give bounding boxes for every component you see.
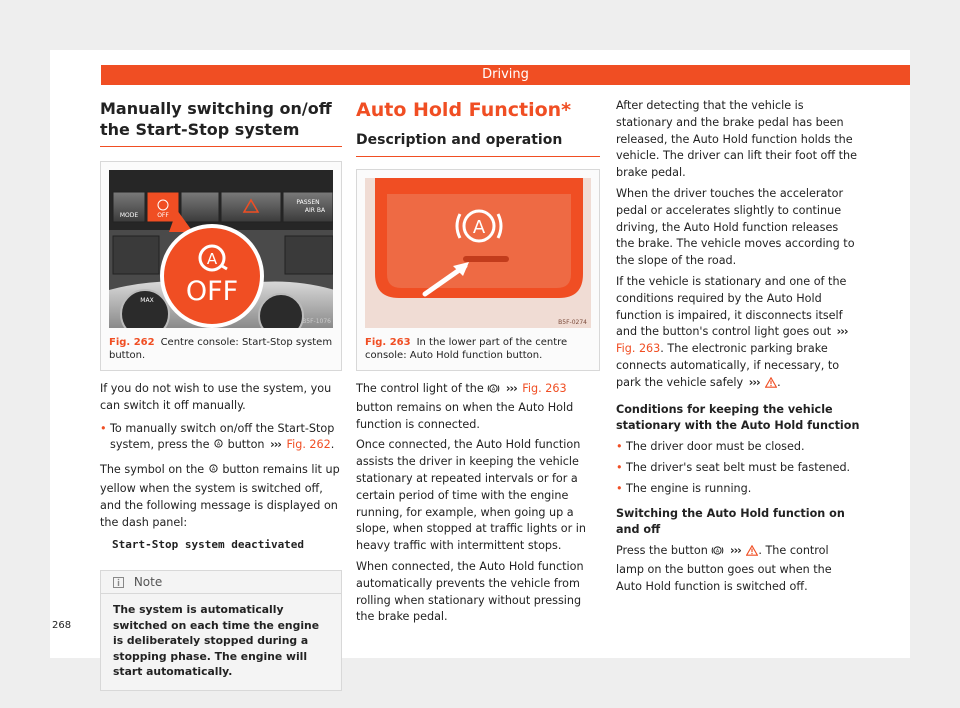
figure-262-number: Fig. 262 bbox=[109, 337, 155, 348]
fig-263-link[interactable]: Fig. 263 bbox=[522, 382, 567, 395]
left-paragraph-2-text-a: The symbol on the bbox=[100, 463, 205, 477]
figure-262-image bbox=[109, 170, 333, 328]
ref-arrows: ››› bbox=[836, 325, 848, 339]
fig-263-link[interactable]: Fig. 263 bbox=[616, 342, 661, 356]
svg-text:A: A bbox=[211, 467, 215, 473]
left-bullet-1: • To manually switch on/off the Start-Stop system, press the A button ››› Fig. 262. bbox=[100, 421, 342, 457]
svg-text:A: A bbox=[716, 549, 720, 555]
condition-item: • The engine is running. bbox=[616, 481, 860, 498]
figure-262-caption bbox=[109, 336, 333, 362]
switching-text-b: . The control lamp on the button goes out when the Auto Hold function is switched off. bbox=[616, 544, 832, 593]
passenger-airbag-label-2: AIR BA bbox=[304, 207, 326, 214]
subtitle-rule bbox=[356, 156, 600, 157]
left-paragraph-1: If you do not wish to use the system, you can switch it off manually. bbox=[100, 382, 332, 412]
figure-262-caption-text: Centre console: Start-Stop system button. bbox=[109, 337, 333, 361]
heading-rule bbox=[100, 146, 342, 147]
figure-262-code: B5F-1076 bbox=[302, 318, 331, 325]
right-paragraph-3: If the vehicle is stationary and one of the conditions required by the Auto Hold function is impaired, it disconnects itself and the button's control light goes out ››› Fig. 263. The electronic parking brake connects automatically, if necessary, to park the vehicle safely ››› . bbox=[616, 274, 860, 394]
middle-paragraph-1-text-b: button remains on when the Auto Hold function is connected. bbox=[356, 400, 574, 431]
auto-hold-title: Auto Hold Function* bbox=[356, 99, 572, 121]
svg-text:A: A bbox=[472, 217, 486, 238]
condition-item: • The driver door must be closed. bbox=[616, 439, 860, 456]
figure-263 bbox=[356, 169, 600, 371]
max-label: MAX bbox=[140, 297, 154, 304]
auto-hold-icon bbox=[487, 383, 500, 400]
left-bullet-1-text-b: button bbox=[227, 438, 265, 452]
manual-page bbox=[50, 50, 910, 679]
right-paragraph-2: When the driver touches the accelerator pedal or accelerates slightly to continue driving, the Auto Hold function releases the brake. The vehicle moves according to the slope of the road. bbox=[616, 186, 855, 268]
auto-hold-button-illustration bbox=[365, 178, 591, 328]
mode-button-label: MODE bbox=[119, 212, 139, 219]
section-heading-start-stop: Manually switching on/off the Start-Stop system bbox=[100, 99, 332, 139]
warning-triangle-icon[interactable] bbox=[746, 545, 758, 562]
ref-arrows: ››› bbox=[748, 375, 760, 389]
start-stop-icon bbox=[208, 464, 219, 481]
section-header: Driving bbox=[101, 65, 910, 85]
control-light bbox=[463, 256, 509, 262]
left-bullet-1-text-a: To manually switch on/off the Start-Stop system, press the bbox=[110, 421, 335, 452]
svg-text:A: A bbox=[492, 387, 496, 393]
left-paragraph-2 bbox=[100, 462, 342, 531]
note-header bbox=[101, 571, 341, 594]
figure-263-code: B5F-0274 bbox=[558, 319, 587, 326]
right-paragraph-3-text-b: . The electronic parking brake connects automatically, if necessary, to park the vehicle safely bbox=[616, 342, 840, 389]
auto-hold-subtitle: Description and operation bbox=[356, 132, 563, 148]
ref-arrows: ››› bbox=[729, 544, 741, 558]
figure-263-caption-text: In the lower part of the centre console: Auto Hold function button. bbox=[365, 337, 568, 361]
right-paragraph-1: After detecting that the vehicle is stationary and the brake pedal has been released, the Auto Hold function holds the vehicle. The driver can lift their foot off the brake pedal. bbox=[616, 99, 858, 180]
start-stop-icon bbox=[213, 439, 224, 456]
dash-message: Start-Stop system deactivated bbox=[112, 538, 305, 552]
switching-text-a: Press the button bbox=[616, 544, 708, 558]
warning-triangle-icon[interactable] bbox=[765, 377, 777, 394]
figure-263-number: Fig. 263 bbox=[365, 337, 411, 348]
ref-arrows: ››› bbox=[270, 438, 281, 452]
off-button-label: OFF bbox=[157, 212, 169, 219]
middle-paragraph-1-text-a: The control light of the bbox=[356, 382, 484, 395]
ref-arrows: ››› bbox=[505, 382, 517, 395]
fig-262-link[interactable]: Fig. 262 bbox=[286, 438, 331, 452]
middle-paragraph-2: Once connected, the Auto Hold function assists the driver in keeping the vehicle stationary at repeated intervals or for a certain period of time with the engine running, for example, when going up a slope, when stopped at traffic lights or in heavy traffic with intermittent stops. bbox=[356, 438, 586, 553]
callout-off-text: OFF bbox=[185, 276, 239, 307]
switching-paragraph bbox=[616, 543, 860, 595]
figure-262 bbox=[100, 161, 342, 371]
note-icon bbox=[113, 573, 124, 595]
middle-paragraph-3: When connected, the Auto Hold function automatically prevents the vehicle from rolling when stationary without pressing the brake pedal. bbox=[356, 559, 584, 624]
passenger-airbag-label-1: PASSEN bbox=[296, 199, 320, 206]
note-text: The system is automatically switched on each time the engine is deliberately stopped during a stopping phase. The engine will start automatically. bbox=[113, 603, 320, 679]
condition-item: • The driver's seat belt must be fastened. bbox=[616, 460, 860, 477]
left-column bbox=[100, 98, 342, 691]
note-box bbox=[100, 570, 342, 691]
middle-paragraph-1 bbox=[356, 381, 600, 433]
page-number: 268 bbox=[52, 620, 72, 631]
right-paragraph-3-text-a: If the vehicle is stationary and one of the conditions required by the Auto Hold function is impaired, it disconnects itself and the button's control light goes out bbox=[616, 274, 847, 339]
conditions-heading: Conditions for keeping the vehicle stationary with the Auto Hold function bbox=[616, 402, 860, 433]
left-paragraph-2-text-b: button remains lit up yellow when the system is switched off, and the following message is displayed on the dash panel: bbox=[100, 463, 340, 529]
note-title: Note bbox=[133, 575, 163, 590]
auto-hold-icon bbox=[711, 545, 724, 562]
right-column bbox=[616, 98, 860, 596]
figure-263-caption bbox=[365, 336, 591, 362]
svg-text:A: A bbox=[206, 250, 218, 268]
svg-text:A: A bbox=[216, 442, 221, 448]
centre-console-illustration bbox=[109, 170, 333, 328]
middle-column bbox=[356, 98, 600, 626]
figure-263-image bbox=[365, 178, 591, 328]
switching-heading: Switching the Auto Hold function on and off bbox=[616, 506, 845, 537]
